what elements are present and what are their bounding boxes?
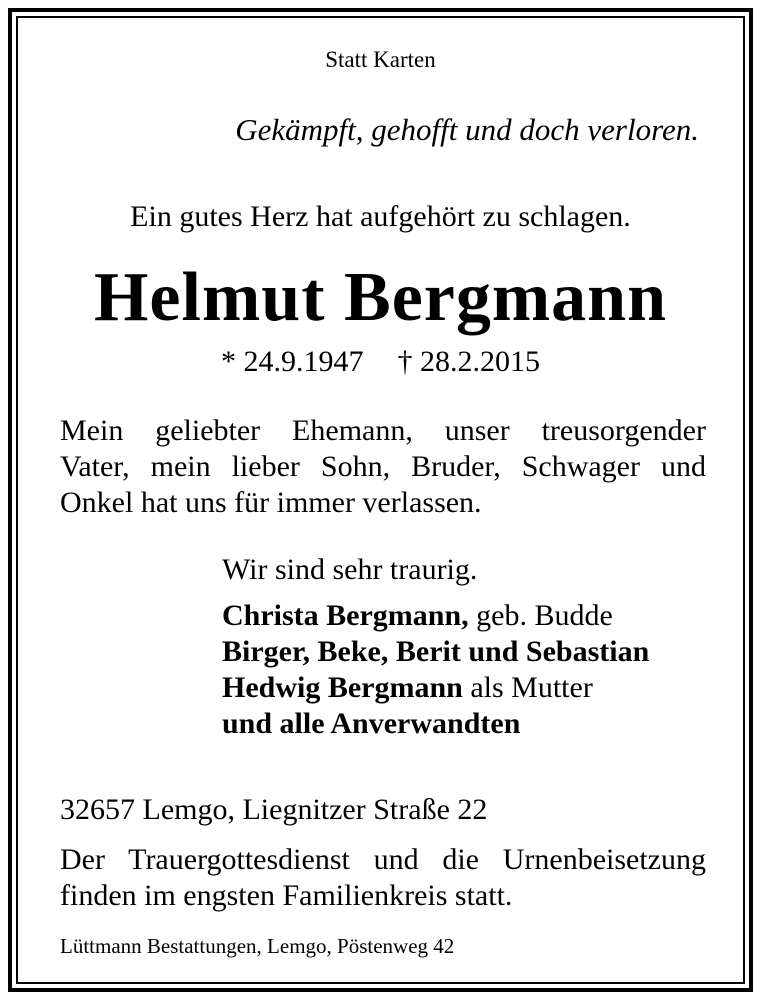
message-line: Mein geliebter Ehemann, unser treusorgender xyxy=(60,414,706,447)
message-paragraph xyxy=(60,413,706,521)
sadness-line: Wir sind sehr traurig. xyxy=(222,553,478,586)
mourner-relatives: und alle Anverwandten xyxy=(222,707,521,740)
message-line: Onkel hat uns für immer verlassen. xyxy=(60,486,482,519)
deceased-name: Helmut Bergmann xyxy=(93,259,668,336)
intro-line: Ein gutes Herz hat aufgehört zu schlagen. xyxy=(130,200,631,233)
birth-date: * 24.9.1947 xyxy=(221,345,364,378)
motto: Gekämpft, gehofft und doch verloren. xyxy=(235,112,699,147)
mourner-wife xyxy=(222,598,649,634)
wife-name: Christa Bergmann, xyxy=(222,599,469,632)
mother-name: Hedwig Bergmann xyxy=(222,671,463,704)
funeral-home: Lüttmann Bestattungen, Lemgo, Pöstenweg 42 xyxy=(60,934,455,958)
mourner-children: Birger, Beke, Berit und Sebastian xyxy=(222,635,650,668)
service-line: finden im engsten Familienkreis statt. xyxy=(60,879,513,912)
wife-suffix: geb. Budde xyxy=(468,599,613,632)
service-line: Der Trauergottesdienst und die Urnenbeisetzung xyxy=(60,843,706,876)
mother-suffix: als Mutter xyxy=(462,671,593,704)
service-paragraph xyxy=(60,842,706,914)
death-date: † 28.2.2015 xyxy=(397,345,540,378)
header-statt-karten: Statt Karten xyxy=(325,47,436,72)
family-address: 32657 Lemgo, Liegnitzer Straße 22 xyxy=(60,793,488,826)
mourner-mother xyxy=(222,670,649,706)
message-line: Vater, mein lieber Sohn, Bruder, Schwager und xyxy=(60,450,706,483)
life-dates xyxy=(0,345,761,379)
mourners-list xyxy=(222,598,649,742)
